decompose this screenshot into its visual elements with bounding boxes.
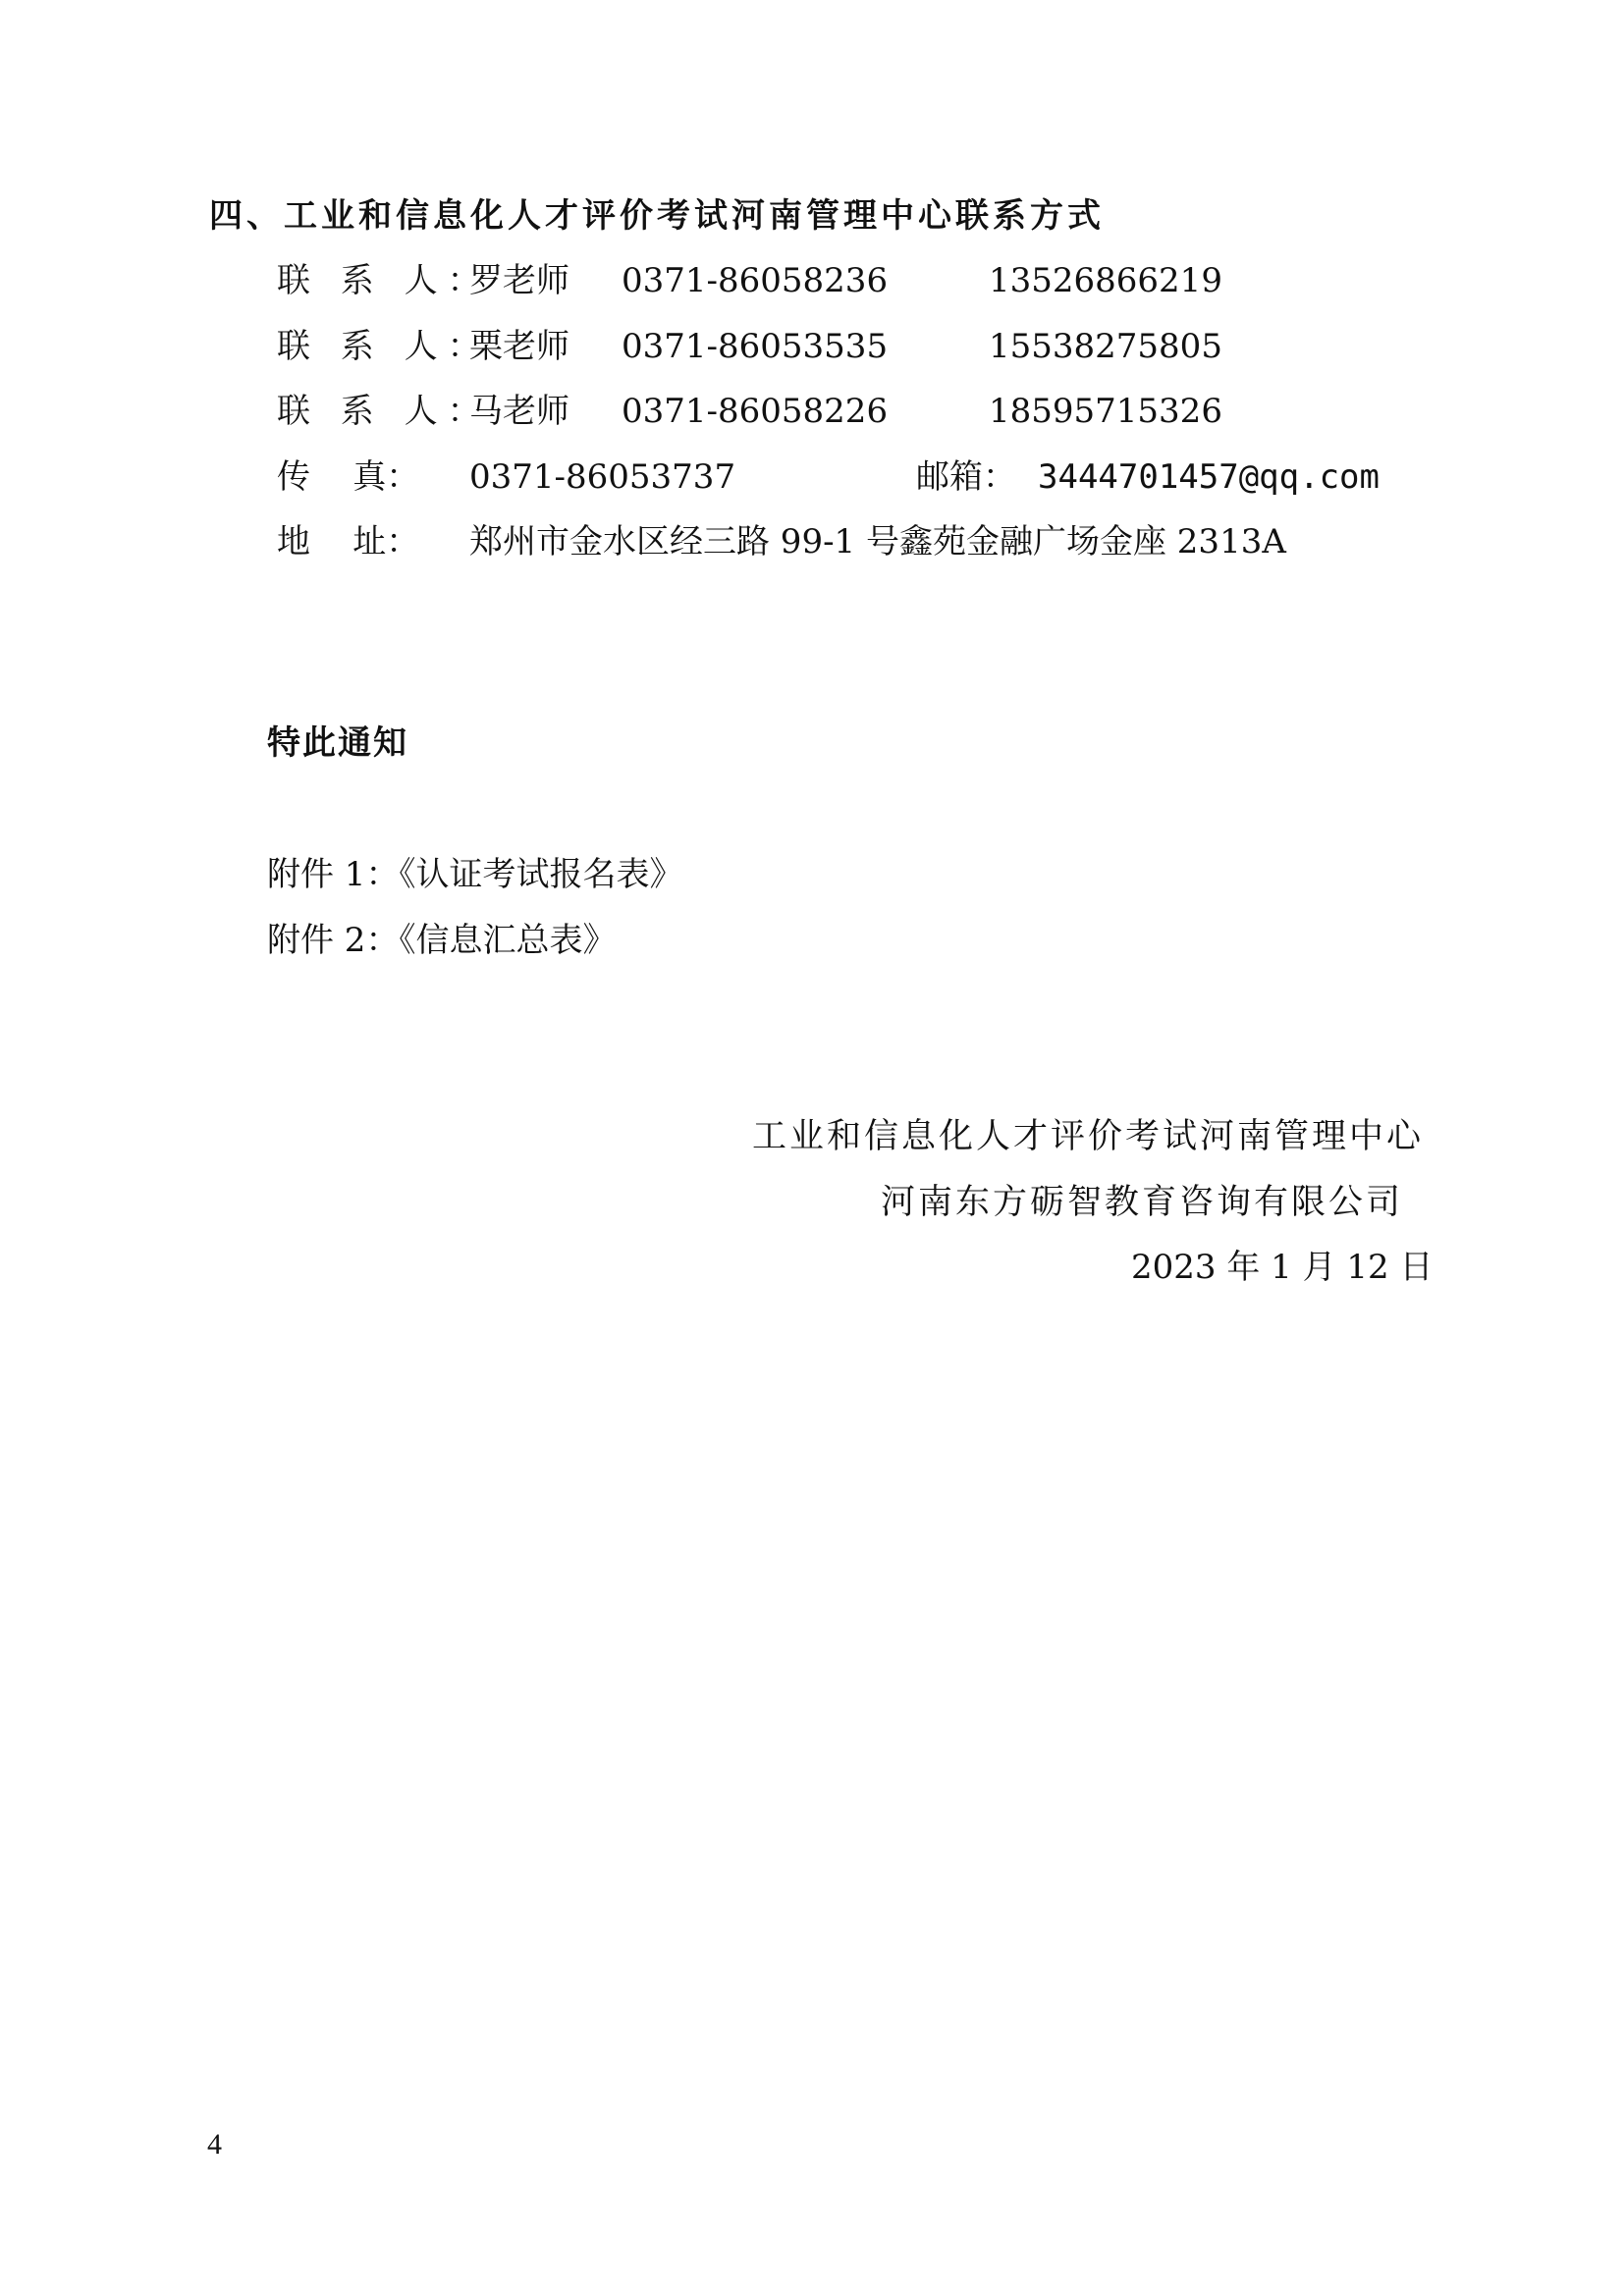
address-label: 地 址： — [277, 522, 420, 561]
contact-name: 马老师 — [469, 392, 569, 431]
contact-phone: 0371-86058236 — [622, 261, 889, 300]
attachment-item: 附件 2：《信息汇总表》 — [267, 921, 617, 960]
address-value: 郑州市金水区经三路 99-1 号鑫苑金融广场金座 2313A — [469, 522, 1286, 561]
page-number: 4 — [207, 2128, 222, 2161]
contact-mobile: 15538275805 — [989, 327, 1222, 366]
fax-number: 0371-86053737 — [469, 457, 736, 497]
contact-name: 罗老师 — [469, 261, 569, 300]
contact-label: 联 系 人： — [277, 327, 491, 366]
notice-text: 特此通知 — [267, 723, 408, 763]
contact-mobile: 13526866219 — [989, 261, 1222, 300]
issuing-organization: 工业和信息化人才评价考试河南管理中心 — [752, 1117, 1425, 1156]
contact-phone: 0371-86058226 — [622, 392, 889, 431]
section-heading: 四、工业和信息化人才评价考试河南管理中心联系方式 — [209, 196, 1105, 236]
contact-mobile: 18595715326 — [989, 392, 1222, 431]
contact-label: 联 系 人： — [277, 261, 491, 300]
co-issuing-organization: 河南东方砺智教育咨询有限公司 — [881, 1183, 1404, 1222]
contact-phone: 0371-86053535 — [622, 327, 889, 366]
email-label: 邮箱： — [916, 457, 1016, 497]
issue-date: 2023 年 1 月 12 日 — [1131, 1248, 1434, 1287]
email-address: 3444701457@qq.com — [1038, 457, 1380, 497]
contact-label: 联 系 人： — [277, 392, 491, 431]
attachment-item: 附件 1：《认证考试报名表》 — [267, 855, 683, 894]
contact-name: 栗老师 — [469, 327, 569, 366]
fax-label: 传 真： — [277, 457, 420, 497]
